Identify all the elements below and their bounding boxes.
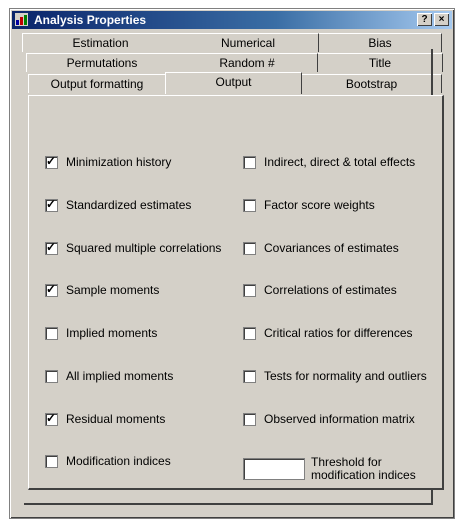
option-label: Critical ratios for differences (264, 326, 413, 340)
sample-moments-checkbox[interactable] (45, 284, 58, 297)
option-factor-score-weights[interactable] (243, 197, 375, 213)
stacked-tab-bottom-edge (24, 503, 433, 505)
option-implied-moments[interactable] (45, 325, 157, 341)
option-label: Observed information matrix (264, 412, 415, 426)
correlations-of-estimates-checkbox[interactable] (243, 284, 256, 297)
threshold-label (311, 456, 431, 482)
threshold-input[interactable] (243, 458, 305, 480)
option-minimization-history[interactable] (45, 154, 171, 170)
modification-indices-checkbox[interactable] (45, 455, 58, 468)
residual-moments-checkbox[interactable] (45, 413, 58, 426)
minimization-history-checkbox[interactable] (45, 156, 58, 169)
tab-estimation[interactable]: Estimation (22, 33, 179, 52)
squared-multiple-correlations-checkbox[interactable] (45, 242, 58, 255)
option-tests-for-normality-and-outliers[interactable] (243, 368, 427, 384)
option-observed-information-matrix[interactable] (243, 411, 415, 427)
option-label: Minimization history (66, 155, 172, 169)
option-standardized-estimates[interactable] (45, 197, 191, 213)
indirect-direct-total-effects-checkbox[interactable] (243, 156, 256, 169)
option-label: Covariances of estimates (264, 241, 399, 255)
window-title: Analysis Properties (34, 13, 147, 27)
help-button[interactable]: ? (417, 13, 432, 26)
option-covariances-of-estimates[interactable] (243, 240, 399, 256)
option-critical-ratios-for-differences[interactable] (243, 325, 413, 341)
tests-for-normality-and-outliers-checkbox[interactable] (243, 370, 256, 383)
option-label: Squared multiple correlations (66, 241, 222, 255)
all-implied-moments-checkbox[interactable] (45, 370, 58, 383)
app-icon (15, 13, 28, 26)
option-all-implied-moments[interactable] (45, 368, 173, 384)
tab-row-2 (26, 53, 446, 72)
tab-output-formatting[interactable]: Output formatting (28, 74, 166, 93)
option-residual-moments[interactable] (45, 411, 165, 427)
tab-row-1 (22, 33, 442, 52)
analysis-properties-window (9, 8, 455, 519)
close-button[interactable]: × (434, 13, 449, 26)
option-label: Standardized estimates (66, 198, 192, 212)
option-label: Correlations of estimates (264, 283, 397, 297)
tab-bootstrap[interactable]: Bootstrap (302, 74, 442, 93)
covariances-of-estimates-checkbox[interactable] (243, 242, 256, 255)
option-correlations-of-estimates[interactable] (243, 282, 397, 298)
option-label: Implied moments (66, 326, 158, 340)
option-label: Sample moments (66, 283, 160, 297)
threshold-label-line-1: Threshold for (311, 455, 382, 469)
option-label: All implied moments (66, 369, 174, 383)
option-label: Factor score weights (264, 198, 375, 212)
tab-random[interactable]: Random # (177, 53, 318, 72)
option-label: Modification indices (66, 454, 171, 468)
factor-score-weights-checkbox[interactable] (243, 199, 256, 212)
option-squared-multiple-correlations[interactable] (45, 240, 221, 256)
standardized-estimates-checkbox[interactable] (45, 199, 58, 212)
observed-information-matrix-checkbox[interactable] (243, 413, 256, 426)
option-modification-indices[interactable] (45, 453, 171, 469)
threshold-label-line-2: modification indices (311, 468, 416, 482)
tab-numerical[interactable]: Numerical (178, 33, 319, 52)
tab-bias[interactable]: Bias (319, 33, 442, 52)
option-label: Residual moments (66, 412, 166, 426)
option-label: Indirect, direct & total effects (264, 155, 416, 169)
output-options-panel (28, 95, 444, 490)
tab-title[interactable]: Title (318, 53, 443, 72)
option-indirect-direct-total-effects[interactable] (243, 154, 415, 170)
tab-row-3 (28, 74, 442, 93)
title-bar[interactable] (12, 11, 452, 29)
tab-output[interactable]: Output (165, 72, 302, 94)
option-sample-moments[interactable] (45, 282, 159, 298)
option-label: Tests for normality and outliers (264, 369, 427, 383)
tab-permutations[interactable]: Permutations (26, 53, 178, 72)
implied-moments-checkbox[interactable] (45, 327, 58, 340)
critical-ratios-for-differences-checkbox[interactable] (243, 327, 256, 340)
